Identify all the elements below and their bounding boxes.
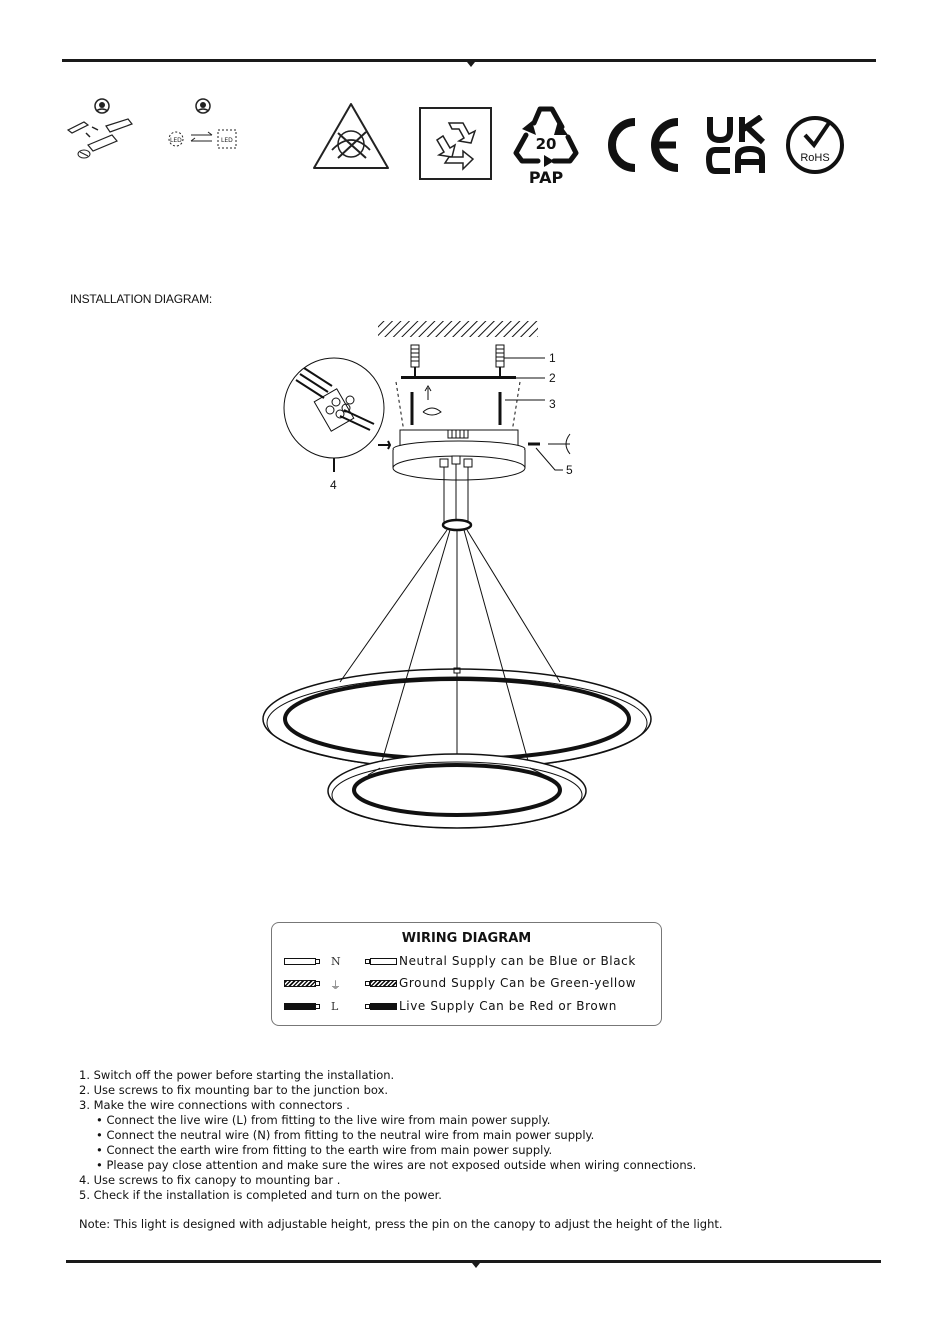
svg-text:20: 20 <box>535 135 557 153</box>
wiring-diagram-title: WIRING DIAGRAM <box>401 931 532 946</box>
sub-step-neutral: • Connect the neutral wire (N) from fitting to the neutral wire from main power supply. <box>96 1128 595 1142</box>
neutral-text: Neutral Supply can be Blue or Black <box>399 954 636 968</box>
installation-instructions <box>79 1068 696 1203</box>
installation-heading: INSTALLATION DIAGRAM: <box>70 292 213 306</box>
hub-ring <box>443 520 471 530</box>
svg-text:RoHS: RoHS <box>800 152 830 164</box>
small-ring <box>328 754 586 828</box>
label-5: 5 <box>566 463 573 477</box>
label-2: 2 <box>549 371 556 385</box>
adjustable-height-note: Note: This light is designed with adjustable height, press the pin on the canopy to adjust the height of the light. <box>79 1217 723 1231</box>
wiring-diagram-box <box>271 922 662 1026</box>
neutral-symbol: N <box>331 955 342 968</box>
step-4: 4. Use screws to fix canopy to mounting bar . <box>79 1173 341 1187</box>
sub-step-earth: • Connect the earth wire from fitting to the earth wire from main power supply. <box>96 1143 553 1157</box>
step-5: 5. Check if the installation is completed and turn on the power. <box>79 1188 442 1202</box>
canopy <box>393 430 525 480</box>
label-4: 4 <box>330 478 337 492</box>
sub-step-caution: • Please pay close attention and make sure the wires are not exposed outside when wiring connections. <box>96 1158 697 1172</box>
wall-anchor-right <box>496 345 504 378</box>
wiring-detail-inset <box>284 358 384 472</box>
live-text: Live Supply Can be Red or Brown <box>399 999 617 1013</box>
wall-anchor-left <box>411 345 419 378</box>
live-symbol: L <box>331 1000 339 1013</box>
sub-step-live: • Connect the live wire (L) from fitting to the live wire from main power supply. <box>96 1113 551 1127</box>
ground-symbol: ⏚ <box>330 979 342 992</box>
mounting-bar <box>401 376 516 379</box>
label-1: 1 <box>549 351 556 365</box>
step-2: 2. Use screws to fix mounting bar to the junction box. <box>79 1083 389 1097</box>
svg-text:PAP: PAP <box>528 168 564 187</box>
step-3: 3. Make the wire connections with connectors . <box>79 1098 350 1112</box>
label-3: 3 <box>549 397 556 411</box>
svg-text:LED: LED <box>170 137 182 144</box>
ground-text: Ground Supply Can be Green-yellow <box>399 976 637 990</box>
ceiling-hatch <box>378 321 538 337</box>
bottom-divider-notch <box>472 1263 480 1268</box>
svg-text:LED: LED <box>221 137 233 144</box>
step-1: 1. Switch off the power before starting the installation. <box>79 1068 395 1082</box>
